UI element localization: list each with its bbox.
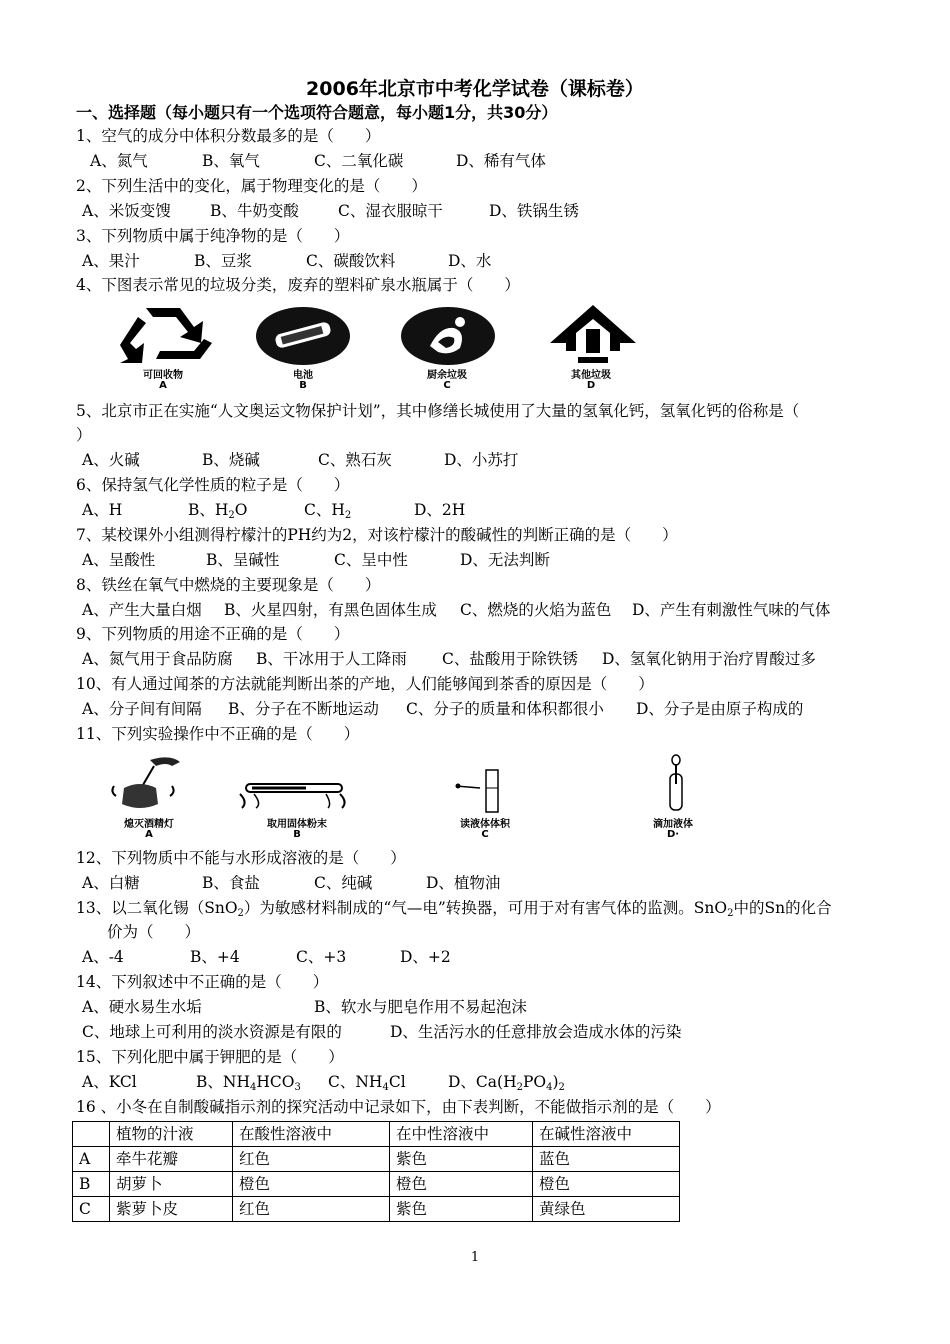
table-cell: 蓝色 <box>533 1147 680 1172</box>
q7-option-c: C、呈中性 <box>334 551 408 569</box>
q3-option-b: B、豆浆 <box>194 252 252 270</box>
question-3: 3、下列物质中属于纯净物的是（ ） <box>76 227 350 245</box>
q3-option-d: D、水 <box>448 252 492 270</box>
table-cell: 黄绿色 <box>533 1197 680 1222</box>
q8-option-b: B、火星四射，有黑色固体生成 <box>224 601 437 619</box>
q12-option-d: D、植物油 <box>426 874 501 892</box>
q4-letter-b: B <box>299 380 307 391</box>
q4-caption-b: 电池 <box>293 370 313 381</box>
q2-option-a: A、米饭变馊 <box>82 202 171 220</box>
question-4: 4、下图表示常见的垃圾分类，废弃的塑料矿泉水瓶属于（ ） <box>76 276 520 294</box>
table-cell: 橙色 <box>533 1172 680 1197</box>
q14-option-d: D、生活污水的任意排放会造成水体的污染 <box>390 1023 682 1041</box>
q1-option-a: A、氮气 <box>90 152 148 170</box>
table-cell: 胡萝卜 <box>110 1172 233 1197</box>
question-8: 8、铁丝在氧气中燃烧的主要现象是（ ） <box>76 576 381 594</box>
recycle-icon <box>108 303 218 365</box>
question-11: 11、下列实验操作中不正确的是（ ） <box>76 725 360 743</box>
table-cell: 紫色 <box>390 1197 533 1222</box>
q11-caption-b: 取用固体粉末 <box>267 819 327 830</box>
q8-option-a: A、产生大量白烟 <box>82 601 202 619</box>
q11-letter-a: A <box>145 829 153 840</box>
q5-option-c: C、熟石灰 <box>318 451 392 469</box>
question-10: 10、有人通过闻茶的方法就能判断出茶的产地，人们能够闻到茶香的原因是（ ） <box>76 675 654 693</box>
q10-option-d: D、分子是由原子构成的 <box>636 700 804 718</box>
q11-letter-d: D· <box>666 829 680 840</box>
table-cell: 紫萝卜皮 <box>110 1197 233 1222</box>
page-number: 1 <box>470 1250 480 1265</box>
question-13-cont: 价为（ ） <box>107 923 201 941</box>
q13-option-c: C、+3 <box>296 948 347 966</box>
question-5-cont: ） <box>76 426 92 444</box>
battery-icon <box>255 306 351 366</box>
table-cell: 牵牛花瓣 <box>110 1147 233 1172</box>
q2-option-b: B、牛奶变酸 <box>210 202 299 220</box>
graduated-cylinder-icon <box>452 766 512 814</box>
table-cell: 紫色 <box>390 1147 533 1172</box>
q4-letter-a: A <box>159 380 167 391</box>
question-13: 13、以二氧化锡（SnO$_2$）为敏感材料制成的“气—电”转换器，可用于对有害气体的监测。SnO$_2$中的Sn的化合 <box>76 899 832 919</box>
q1-option-d: D、稀有气体 <box>456 152 546 170</box>
table-cell: B <box>73 1172 110 1197</box>
q4-caption-a: 可回收物 <box>143 370 183 381</box>
table-row <box>73 1172 680 1197</box>
q3-option-a: A、果汁 <box>82 252 140 270</box>
table-header-row <box>73 1122 680 1147</box>
question-2: 2、下列生活中的变化，属于物理变化的是（ ） <box>76 177 427 195</box>
q4-caption-d: 其他垃圾 <box>571 370 611 381</box>
q11-caption-d: 滴加液体 <box>653 819 693 830</box>
table-cell: C <box>73 1197 110 1222</box>
q13-option-d: D、+2 <box>400 948 451 966</box>
question-7: 7、某校课外小组测得柠檬汁的PH约为2，对该柠檬汁的酸碱性的判断正确的是（ ） <box>76 526 678 544</box>
q15-option-c: C、$NH_4Cl$ <box>328 1073 406 1093</box>
q15-option-d: D、$Ca(H_2PO_4)_2$ <box>448 1073 565 1093</box>
q15-option-a: A、KCl <box>82 1073 137 1091</box>
indicator-table <box>72 1121 680 1222</box>
q13-option-b: B、+4 <box>190 948 240 966</box>
q9-option-c: C、盐酸用于除铁锈 <box>442 650 578 668</box>
table-header-cell: 在碱性溶液中 <box>533 1122 680 1147</box>
q12-option-c: C、纯碱 <box>314 874 373 892</box>
question-9: 9、下列物质的用途不正确的是（ ） <box>76 625 350 643</box>
table-cell: 橙色 <box>390 1172 533 1197</box>
q10-option-b: B、分子在不断地运动 <box>228 700 379 718</box>
dropper-tube-icon <box>656 754 696 814</box>
other-waste-icon <box>548 303 638 365</box>
table-header-cell <box>73 1122 110 1147</box>
q15-option-b: B、$NH_4HCO_3$ <box>196 1073 301 1093</box>
table-row <box>73 1147 680 1172</box>
q11-letter-c: C <box>481 829 489 840</box>
question-15: 15、下列化肥中属于钾肥的是（ ） <box>76 1048 344 1066</box>
q3-option-c: C、碳酸饮料 <box>306 252 396 270</box>
kitchen-waste-icon <box>400 306 496 366</box>
q4-letter-c: C <box>443 380 451 391</box>
test-tube-powder-icon <box>236 776 356 810</box>
q12-option-a: A、白糖 <box>82 874 140 892</box>
q8-option-d: D、产生有刺激性气味的气体 <box>632 601 831 619</box>
q2-option-c: C、湿衣服晾干 <box>338 202 443 220</box>
question-16: 16 、小冬在自制酸碱指示剂的探究活动中记录如下，由下表判断，不能做指示剂的是（ ） <box>76 1098 721 1116</box>
section-heading: 一、选择题（每小题只有一个选项符合题意，每小题1分，共30分） <box>76 103 558 122</box>
q7-option-a: A、呈酸性 <box>82 551 156 569</box>
alcohol-lamp-icon <box>110 752 196 814</box>
q14-option-c: C、地球上可利用的淡水资源是有限的 <box>82 1023 342 1041</box>
q10-option-a: A、分子间有间隔 <box>82 700 202 718</box>
question-12: 12、下列物质中不能与水形成溶液的是（ ） <box>76 849 406 867</box>
table-cell: 红色 <box>233 1147 390 1172</box>
q1-option-c: C、二氧化碳 <box>314 152 404 170</box>
q4-letter-d: D <box>586 380 596 391</box>
table-header-cell: 在酸性溶液中 <box>233 1122 390 1147</box>
q12-option-b: B、食盐 <box>202 874 260 892</box>
q2-option-d: D、铁锅生锈 <box>489 202 579 220</box>
q7-option-d: D、无法判断 <box>460 551 550 569</box>
q13-option-a: A、-4 <box>82 948 124 966</box>
q6-option-b: B、$H_2O$ <box>188 501 248 521</box>
table-row <box>73 1197 680 1222</box>
q4-caption-c: 厨余垃圾 <box>427 370 467 381</box>
table-header-cell: 在中性溶液中 <box>390 1122 533 1147</box>
table-cell: A <box>73 1147 110 1172</box>
q5-option-d: D、小苏打 <box>444 451 519 469</box>
q11-caption-c: 读液体体积 <box>460 819 510 830</box>
q6-option-c: C、$H_2$ <box>304 501 352 521</box>
q9-option-b: B、干冰用于人工降雨 <box>256 650 407 668</box>
q14-option-a: A、硬水易生水垢 <box>82 998 202 1016</box>
question-6: 6、保持氢气化学性质的粒子是（ ） <box>76 476 350 494</box>
q6-option-d: D、2H <box>414 501 466 519</box>
q14-option-b: B、软水与肥皂作用不易起泡沫 <box>314 998 527 1016</box>
q1-option-b: B、氧气 <box>202 152 260 170</box>
q9-option-d: D、氢氧化钠用于治疗胃酸过多 <box>602 650 816 668</box>
question-14: 14、下列叙述中不正确的是（ ） <box>76 973 329 991</box>
q11-letter-b: B <box>293 829 301 840</box>
q6-option-a: A、H <box>82 501 123 519</box>
q5-option-b: B、烧碱 <box>202 451 260 469</box>
table-cell: 红色 <box>233 1197 390 1222</box>
q9-option-a: A、氮气用于食品防腐 <box>82 650 233 668</box>
page-title: 2006年北京市中考化学试卷（课标卷） <box>306 78 644 100</box>
table-cell: 橙色 <box>233 1172 390 1197</box>
question-1: 1、空气的成分中体积分数最多的是（ ） <box>76 127 381 145</box>
question-5: 5、北京市正在实施“人文奥运文物保护计划”，其中修缮长城使用了大量的氢氧化钙，氢氧化钙的俗称是（ <box>76 402 800 420</box>
q10-option-c: C、分子的质量和体积都很小 <box>406 700 604 718</box>
q11-caption-a: 熄灭酒精灯 <box>124 819 174 830</box>
table-header-cell: 植物的汁液 <box>110 1122 233 1147</box>
q7-option-b: B、呈碱性 <box>206 551 280 569</box>
q5-option-a: A、火碱 <box>82 451 140 469</box>
q8-option-c: C、燃烧的火焰为蓝色 <box>460 601 612 619</box>
